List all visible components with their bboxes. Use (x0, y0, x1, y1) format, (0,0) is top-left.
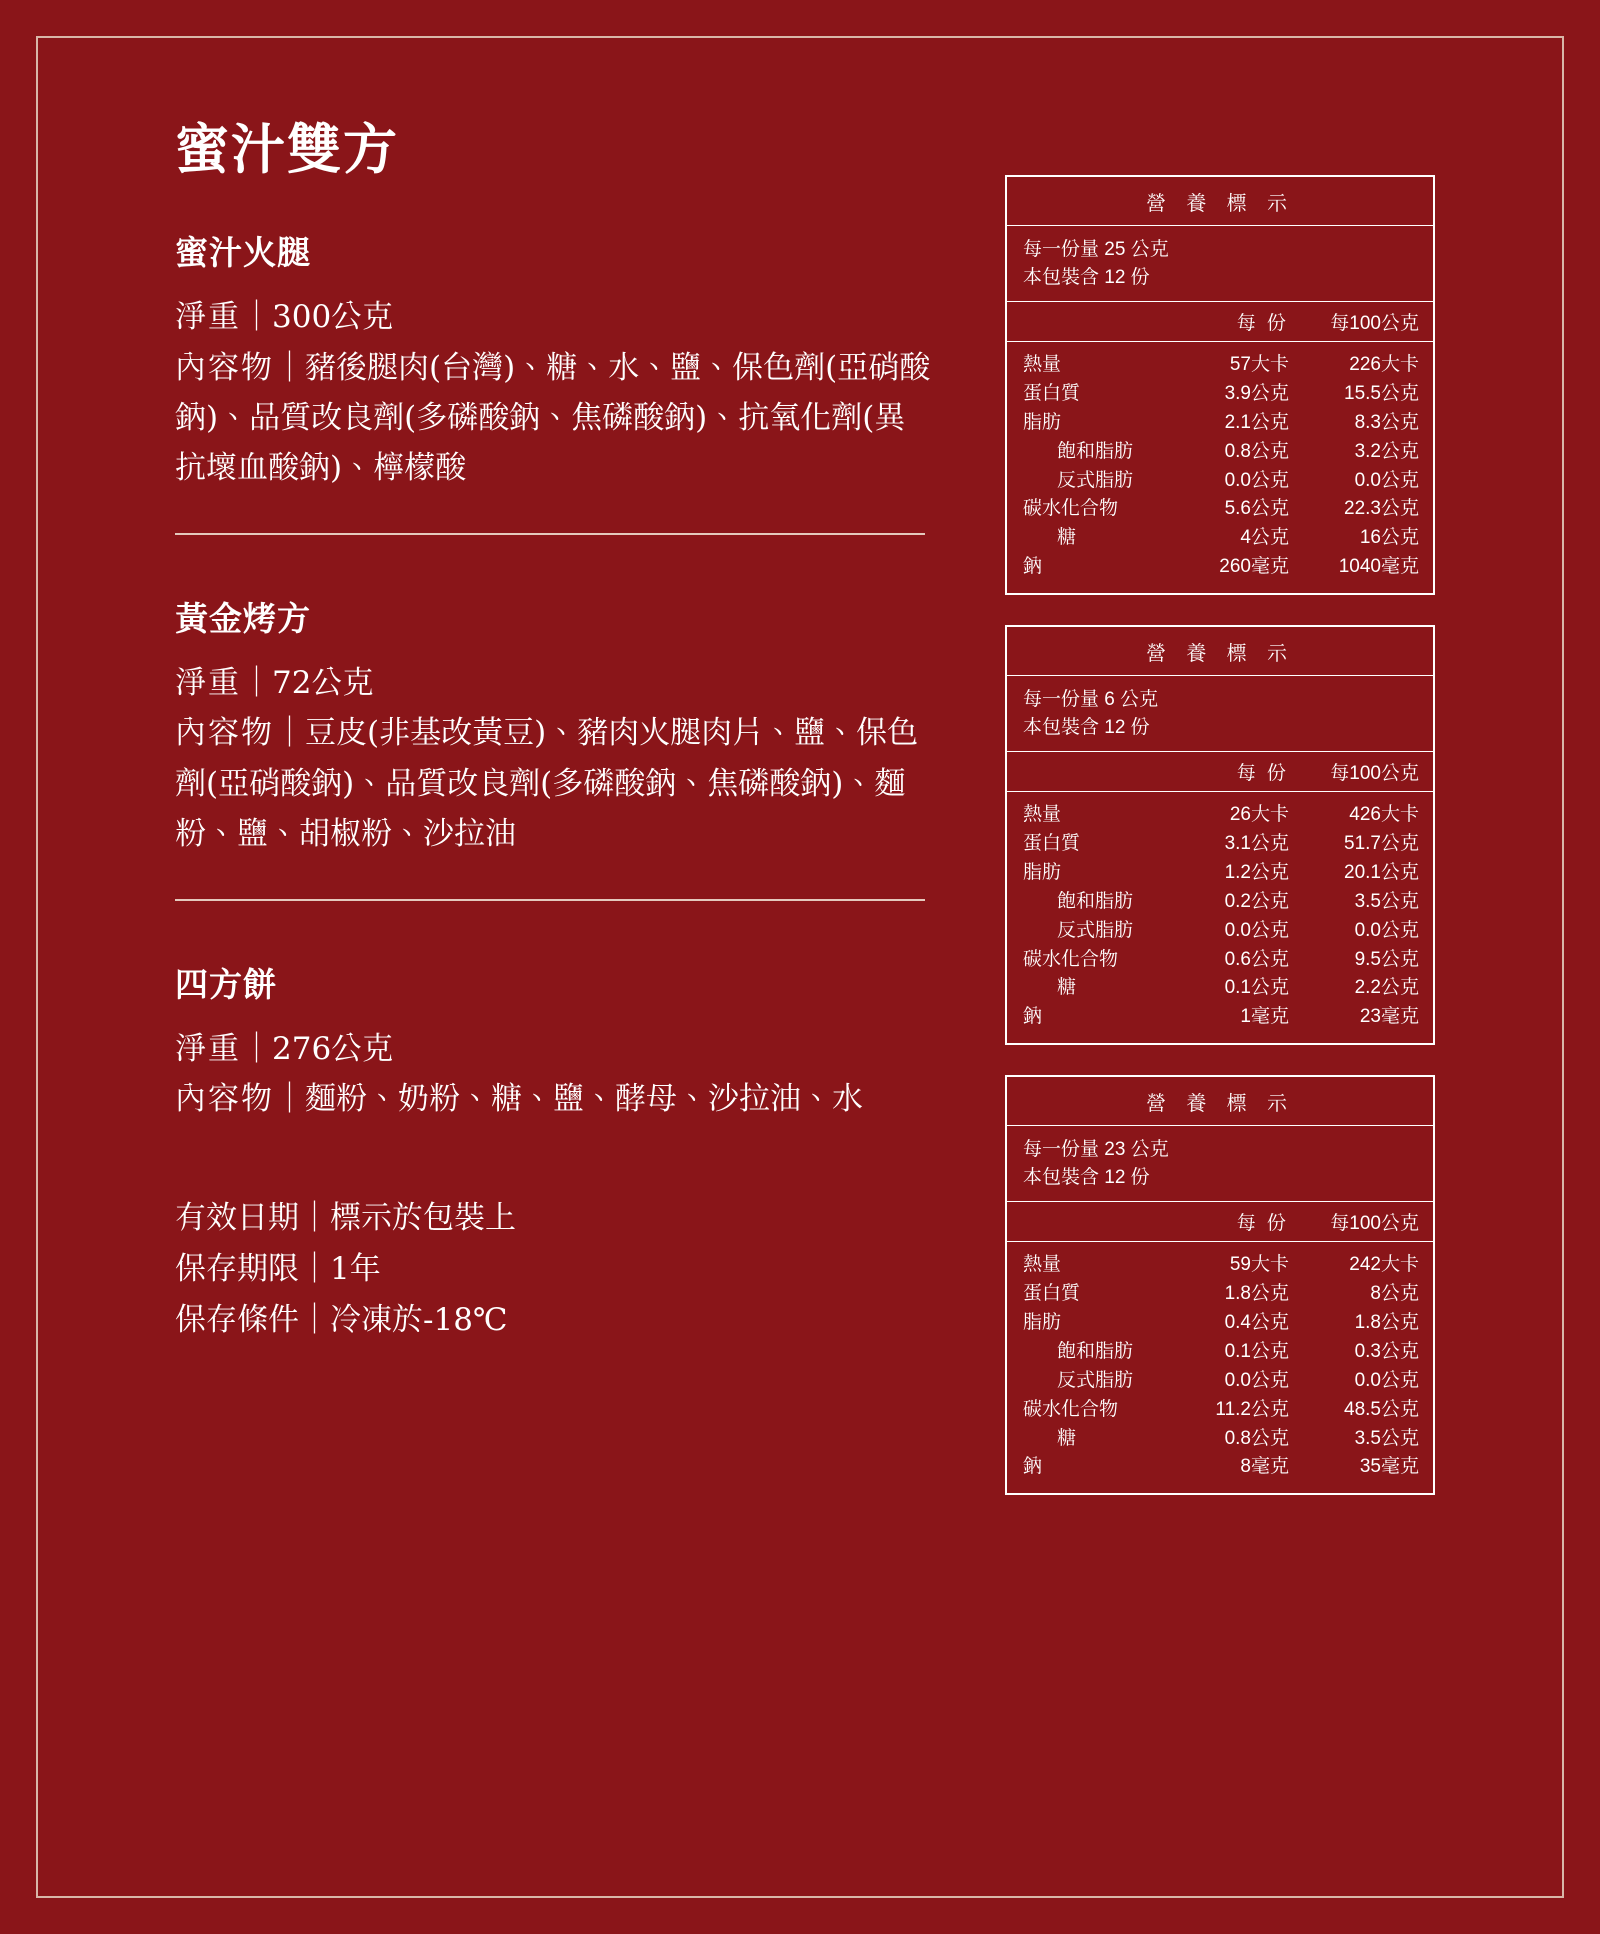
value-per-serving: 11.2公克 (1215, 1398, 1289, 1420)
product-1-net-weight (175, 292, 935, 342)
value-per-serving: 0.4公克 (1224, 1312, 1289, 1334)
value-per-100g: 226大卡 (1349, 354, 1419, 376)
table-row (1023, 1425, 1419, 1454)
spacer (175, 1125, 935, 1193)
separator: ｜ (299, 1301, 330, 1338)
value-per-100g: 242大卡 (1349, 1254, 1419, 1276)
value-per-serving: 5.6公克 (1224, 498, 1289, 520)
value-per-serving: 8毫克 (1240, 1456, 1289, 1478)
table-row (1023, 1280, 1419, 1309)
nutrition-table-3-serving-info (1007, 1126, 1433, 1202)
nutrient-name: 鈉 (1023, 1456, 1043, 1478)
section-divider-2 (175, 899, 925, 901)
table-row (1023, 1367, 1419, 1396)
product-2-name: 黃金烤方 (175, 599, 311, 639)
product-3-name: 四方餅 (175, 965, 277, 1005)
ingredients-value: 麵粉、奶粉、糖、鹽、酵母、沙拉油、水 (305, 1081, 863, 1118)
value-per-serving: 1毫克 (1240, 1006, 1289, 1028)
nutrition-table-3 (1005, 1075, 1435, 1495)
table-row (1023, 917, 1419, 946)
nutrient-name: 鈉 (1023, 556, 1043, 578)
table-row (1023, 830, 1419, 859)
value-per-serving: 3.9公克 (1224, 382, 1289, 404)
value-per-100g: 22.3公克 (1344, 498, 1419, 520)
nutrition-table-3-column-headers (1007, 1202, 1433, 1242)
table-row (1023, 946, 1419, 975)
value-per-100g: 3.5公克 (1354, 1427, 1419, 1449)
product-3-net-weight (175, 1024, 935, 1074)
ingredients-value: 豆皮(非基改黃豆)、豬肉火腿肉片、鹽、保色劑(亞硝酸鈉)、品質改良劑(多磷酸鈉、焦磷酸鈉)、麵粉、鹽、胡椒粉、沙拉油 (175, 715, 919, 852)
storage-condition-label: 保存條件 (175, 1301, 299, 1338)
value-per-100g: 0.3公克 (1354, 1340, 1419, 1362)
nutrient-name: 飽和脂肪 (1057, 1340, 1134, 1362)
nutrient-name: 碳水化合物 (1023, 1398, 1119, 1420)
col-header-per-serving: 每 份 (1236, 313, 1289, 335)
shelf-life-line (175, 1244, 935, 1295)
nutrient-name: 糖 (1057, 977, 1077, 999)
value-per-100g: 35毫克 (1359, 1456, 1419, 1478)
value-per-100g: 2.2公克 (1354, 977, 1419, 999)
nutrient-name: 碳水化合物 (1023, 498, 1119, 520)
product-1-ingredients (175, 343, 935, 494)
nutrition-table-3-heading: 營 養 標 示 (1007, 1077, 1433, 1126)
table-row (1023, 801, 1419, 830)
net-weight-label: 淨重 (175, 1031, 241, 1068)
ingredients-label: 內容物 (175, 715, 274, 752)
expiry-date-line (175, 1193, 935, 1244)
nutrition-tables-column (1005, 120, 1435, 1525)
product-1-name: 蜜汁火腿 (175, 233, 311, 273)
nutrient-name: 反式脂肪 (1057, 1369, 1134, 1391)
nutrient-name: 蛋白質 (1023, 1283, 1081, 1305)
servings-per-pack: 本包裝含 12 份 (1023, 266, 1150, 288)
value-per-serving: 59大卡 (1229, 1254, 1289, 1276)
product-2-net-weight (175, 658, 935, 708)
table-row (1023, 1453, 1419, 1482)
net-weight-label: 淨重 (175, 299, 241, 336)
nutrition-table-2-heading: 營 養 標 示 (1007, 627, 1433, 676)
col-header-per-serving: 每 份 (1236, 763, 1289, 785)
nutrient-name: 蛋白質 (1023, 382, 1081, 404)
value-per-100g: 3.2公克 (1354, 440, 1419, 462)
net-weight-value: 276公克 (272, 1031, 394, 1068)
value-per-serving: 26大卡 (1229, 804, 1289, 826)
nutrition-table-1-heading: 營 養 標 示 (1007, 177, 1433, 226)
value-per-serving: 0.0公克 (1224, 1369, 1289, 1391)
nutrition-table-3-rows (1007, 1242, 1433, 1493)
shelf-life-label: 保存期限 (175, 1250, 299, 1287)
nutrient-name: 糖 (1057, 527, 1077, 549)
value-per-100g: 0.0公克 (1354, 1369, 1419, 1391)
storage-info-block (175, 1193, 935, 1346)
value-per-serving: 4公克 (1240, 527, 1289, 549)
table-row (1023, 859, 1419, 888)
value-per-serving: 3.1公克 (1224, 833, 1289, 855)
ingredients-value: 豬後腿肉(台灣)、糖、水、鹽、保色劑(亞硝酸鈉)、品質改良劑(多磷酸鈉、焦磷酸鈉)、抗氧化劑(異抗壞血酸鈉)、檸檬酸 (175, 349, 931, 487)
table-row (1023, 351, 1419, 380)
table-row (1023, 888, 1419, 917)
value-per-100g: 1.8公克 (1354, 1312, 1419, 1334)
product-3-ingredients (175, 1074, 935, 1124)
separator: ｜ (241, 665, 272, 702)
nutrient-name: 反式脂肪 (1057, 919, 1134, 941)
value-per-100g: 0.0公克 (1354, 919, 1419, 941)
nutrition-table-1-rows (1007, 342, 1433, 593)
nutrition-table-1-column-headers (1007, 302, 1433, 342)
product-section-3 (175, 959, 935, 1124)
value-per-serving: 0.8公克 (1224, 440, 1289, 462)
value-per-100g: 23毫克 (1359, 1006, 1419, 1028)
value-per-100g: 8公克 (1370, 1283, 1419, 1305)
nutrient-name: 反式脂肪 (1057, 469, 1134, 491)
value-per-serving: 57大卡 (1229, 354, 1289, 376)
expiry-date-value: 標示於包裝上 (330, 1199, 516, 1236)
separator: ｜ (241, 1031, 272, 1068)
table-row (1023, 380, 1419, 409)
section-divider-1 (175, 533, 925, 535)
label-content (175, 117, 1435, 1525)
table-row (1023, 974, 1419, 1003)
storage-condition-line (175, 1295, 935, 1346)
nutrient-name: 脂肪 (1023, 1312, 1062, 1334)
nutrient-name: 飽和脂肪 (1057, 890, 1134, 912)
table-row (1023, 495, 1419, 524)
table-row (1023, 409, 1419, 438)
value-per-100g: 0.0公克 (1354, 469, 1419, 491)
nutrient-name: 蛋白質 (1023, 833, 1081, 855)
serving-size: 每一份量 23 公克 (1023, 1139, 1169, 1161)
ingredients-label: 內容物 (175, 1081, 274, 1118)
table-row (1023, 438, 1419, 467)
table-row (1023, 1338, 1419, 1367)
nutrient-name: 飽和脂肪 (1057, 440, 1134, 462)
nutrient-name: 糖 (1057, 1427, 1077, 1449)
nutrient-name: 碳水化合物 (1023, 948, 1119, 970)
separator: ｜ (299, 1250, 330, 1287)
left-text-column (175, 117, 935, 1346)
nutrition-table-2 (1005, 625, 1435, 1045)
nutrition-table-2-column-headers (1007, 752, 1433, 792)
separator: ｜ (299, 1199, 330, 1236)
col-header-per-serving: 每 份 (1236, 1213, 1289, 1235)
two-column-layout (175, 117, 1435, 1525)
net-weight-value: 300公克 (272, 299, 394, 336)
value-per-100g: 9.5公克 (1354, 948, 1419, 970)
value-per-100g: 51.7公克 (1344, 833, 1419, 855)
page-title: 蜜汁雙方 (175, 117, 399, 181)
separator: ｜ (274, 715, 305, 752)
table-row (1023, 1003, 1419, 1032)
value-per-100g: 48.5公克 (1344, 1398, 1419, 1420)
value-per-serving: 1.8公克 (1224, 1283, 1289, 1305)
value-per-serving: 0.1公克 (1224, 1340, 1289, 1362)
storage-condition-value: 冷凍於-18℃ (330, 1301, 508, 1338)
nutrition-table-1-serving-info (1007, 226, 1433, 302)
col-header-per-100g: 每100公克 (1330, 763, 1419, 785)
value-per-100g: 1040毫克 (1338, 556, 1419, 578)
value-per-100g: 16公克 (1359, 527, 1419, 549)
value-per-100g: 8.3公克 (1354, 411, 1419, 433)
value-per-100g: 20.1公克 (1344, 861, 1419, 883)
product-2-ingredients (175, 708, 935, 859)
value-per-serving: 1.2公克 (1224, 861, 1289, 883)
value-per-100g: 15.5公克 (1344, 382, 1419, 404)
value-per-serving: 0.0公克 (1224, 919, 1289, 941)
nutrient-name: 脂肪 (1023, 861, 1062, 883)
serving-size: 每一份量 25 公克 (1023, 239, 1169, 260)
serving-size: 每一份量 6 公克 (1023, 689, 1159, 711)
table-row (1023, 524, 1419, 553)
separator: ｜ (241, 299, 272, 336)
col-header-per-100g: 每100公克 (1330, 313, 1419, 335)
nutrient-name: 鈉 (1023, 1006, 1043, 1028)
value-per-serving: 0.1公克 (1224, 977, 1289, 999)
expiry-date-label: 有效日期 (175, 1199, 299, 1236)
product-section-1 (175, 227, 935, 493)
table-row (1023, 467, 1419, 496)
servings-per-pack: 本包裝含 12 份 (1023, 1166, 1150, 1188)
value-per-100g: 3.5公克 (1354, 890, 1419, 912)
product-section-2 (175, 593, 935, 859)
value-per-serving: 0.0公克 (1224, 469, 1289, 491)
separator: ｜ (274, 1081, 305, 1118)
value-per-serving: 0.6公克 (1224, 948, 1289, 970)
nutrient-name: 脂肪 (1023, 411, 1062, 433)
value-per-serving: 2.1公克 (1224, 411, 1289, 433)
net-weight-value: 72公克 (272, 665, 374, 702)
table-row (1023, 553, 1419, 582)
table-row (1023, 1396, 1419, 1425)
nutrient-name: 熱量 (1023, 1254, 1062, 1276)
table-row (1023, 1309, 1419, 1338)
table-row (1023, 1251, 1419, 1280)
value-per-serving: 260毫克 (1219, 556, 1289, 578)
nutrient-name: 熱量 (1023, 354, 1062, 376)
nutrient-name: 熱量 (1023, 804, 1062, 826)
nutrition-table-2-serving-info (1007, 676, 1433, 752)
value-per-100g: 426大卡 (1349, 804, 1419, 826)
col-header-per-100g: 每100公克 (1330, 1213, 1419, 1235)
shelf-life-value: 1年 (330, 1250, 381, 1287)
servings-per-pack: 本包裝含 12 份 (1023, 716, 1150, 738)
nutrition-table-1 (1005, 175, 1435, 595)
net-weight-label: 淨重 (175, 665, 241, 702)
separator: ｜ (274, 349, 305, 386)
ingredients-label: 內容物 (175, 349, 274, 386)
nutrition-table-2-rows (1007, 792, 1433, 1043)
value-per-serving: 0.8公克 (1224, 1427, 1289, 1449)
value-per-serving: 0.2公克 (1224, 890, 1289, 912)
